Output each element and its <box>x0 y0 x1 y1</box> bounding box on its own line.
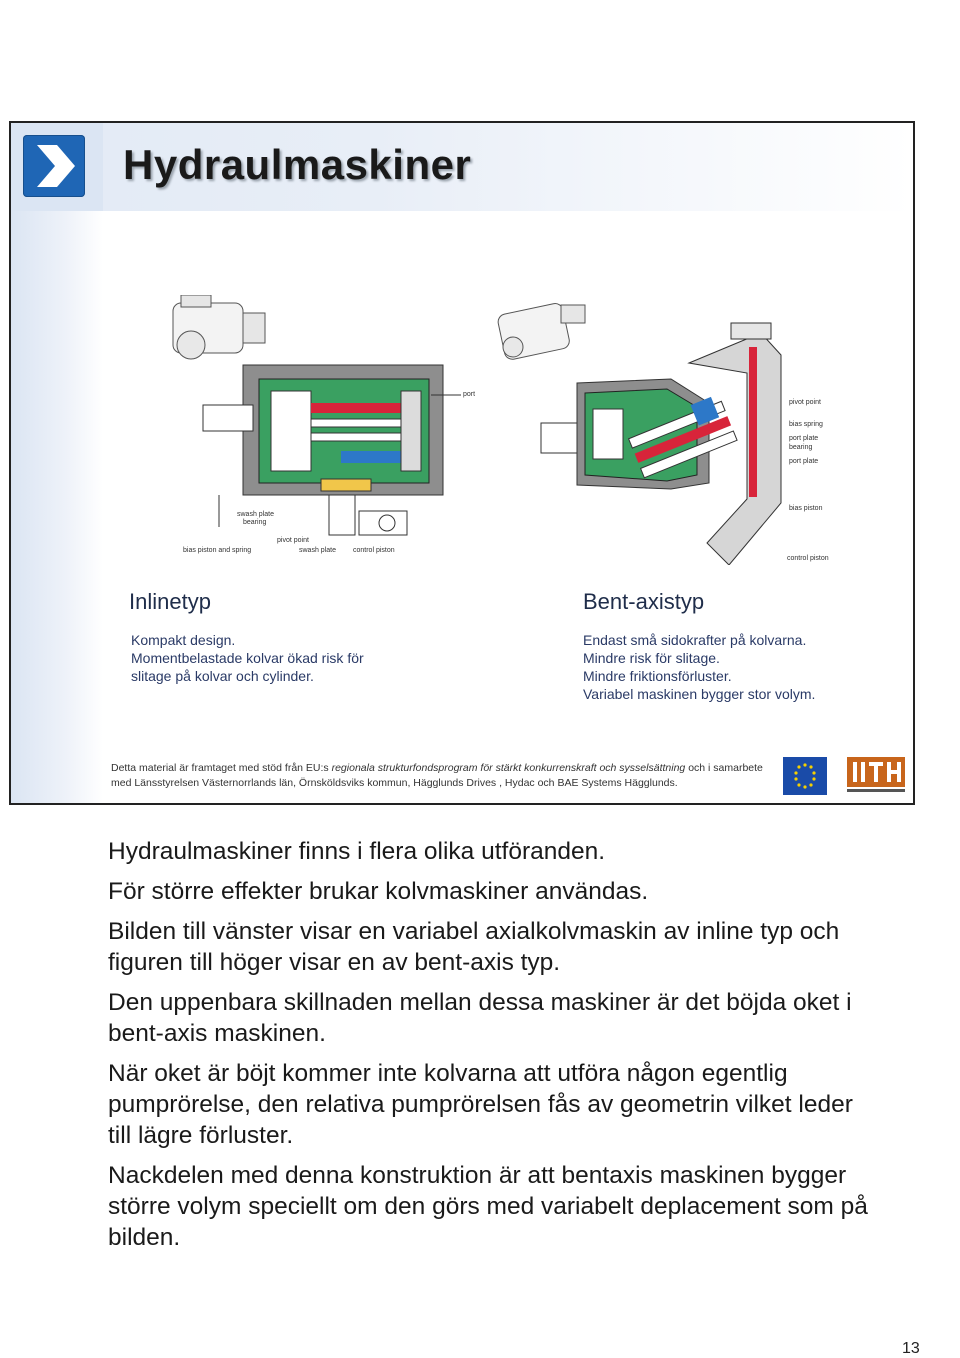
body-paragraph-4: Den uppenbara skillnaden mellan dessa maskiner är det böjda oket i bent-axis maskinen. <box>108 989 852 1047</box>
bent-axis-heading: Bent-axistyp <box>583 589 705 614</box>
label-bias-piston: bias piston <box>789 505 823 512</box>
bent-axis-line-1: Endast små sidokrafter på kolvarna. <box>583 632 807 648</box>
slide-left-bar <box>11 211 103 803</box>
inline-line-3: slitage på kolvar och cylinder. <box>131 668 314 684</box>
label-control-piston-right: control piston <box>787 555 829 562</box>
body-paragraph-5: När oket är böjt kommer inte kolvarna att utföra någon egentlig pumprörelse, den relativa pumprörelsen fås av geometrin vilket leder till lägre förluster. <box>108 1060 853 1149</box>
funding-note-part-3: och i samarbete med Länsstyrelsen Västernorrlands län, Örnsköldsviks kommun, Hägglunds Drives , Hydac och BAE Systems Hägglunds. <box>111 762 763 789</box>
body-paragraph-1: Hydraulmaskiner finns i flera olika utföranden. <box>108 838 606 865</box>
label-pivot-point-right: pivot point <box>789 399 821 406</box>
body-paragraph-3: Bilden till vänster visar en variabel axialkolvmaskin av inline typ och figuren till höger visar en av bent-axis typ. <box>108 918 840 976</box>
label-pivot-point: pivot point <box>277 537 309 544</box>
funding-note-part-1: Detta material är framtaget med stöd från EU:s <box>111 762 329 774</box>
body-paragraph-6: Nackdelen med denna konstruktion är att bentaxis maskinen bygger större volym speciellt om den görs med variabelt deplacement som på bilden. <box>108 1162 868 1251</box>
label-bias-spring: bias spring <box>789 421 823 428</box>
slide-title: Hydraulmaskiner <box>123 141 472 188</box>
funding-note <box>111 761 781 791</box>
label-swash-plate: swash plate <box>299 547 336 554</box>
page-number: 13 <box>902 1340 920 1357</box>
bent-axis-line-2: Mindre risk för slitage. <box>583 650 720 666</box>
bent-axis-line-3: Mindre friktionsförluster. <box>583 668 732 684</box>
inline-line-2: Momentbelastade kolvar ökad risk för <box>131 650 364 666</box>
bent-axis-machine-diagram <box>481 303 831 565</box>
label-port-plate-bearing-1: port plate <box>789 435 819 442</box>
body-paragraph-2: För större effekter brukar kolvmaskiner användas. <box>108 878 649 905</box>
funding-note-part-2: regionala strukturfondsprogram för stärkt konkurrenskraft och sysselsättning <box>331 762 686 774</box>
inline-description <box>131 631 411 685</box>
label-control-piston: control piston <box>353 547 395 554</box>
label-port-plate: port plate <box>789 458 819 465</box>
inline-heading: Inlinetyp <box>129 589 211 614</box>
body-text <box>108 836 868 1262</box>
bent-axis-description <box>583 631 883 703</box>
label-port: port <box>463 391 476 398</box>
label-swash-plate-bearing-1: swash plate <box>237 511 274 518</box>
eu-flag-logo <box>783 757 827 795</box>
bent-axis-line-4: Variabel maskinen bygger stor volym. <box>583 686 816 702</box>
inline-machine-diagram <box>151 295 481 565</box>
label-port-plate-bearing-2: bearing <box>789 444 813 451</box>
chevron-right-icon <box>23 135 85 197</box>
label-swash-plate-bearing-2: bearing <box>243 519 267 526</box>
label-bias-piston-spring: bias piston and spring <box>183 547 252 554</box>
ith-logo <box>847 757 905 795</box>
slide <box>9 121 915 805</box>
inline-line-1: Kompakt design. <box>131 632 236 648</box>
